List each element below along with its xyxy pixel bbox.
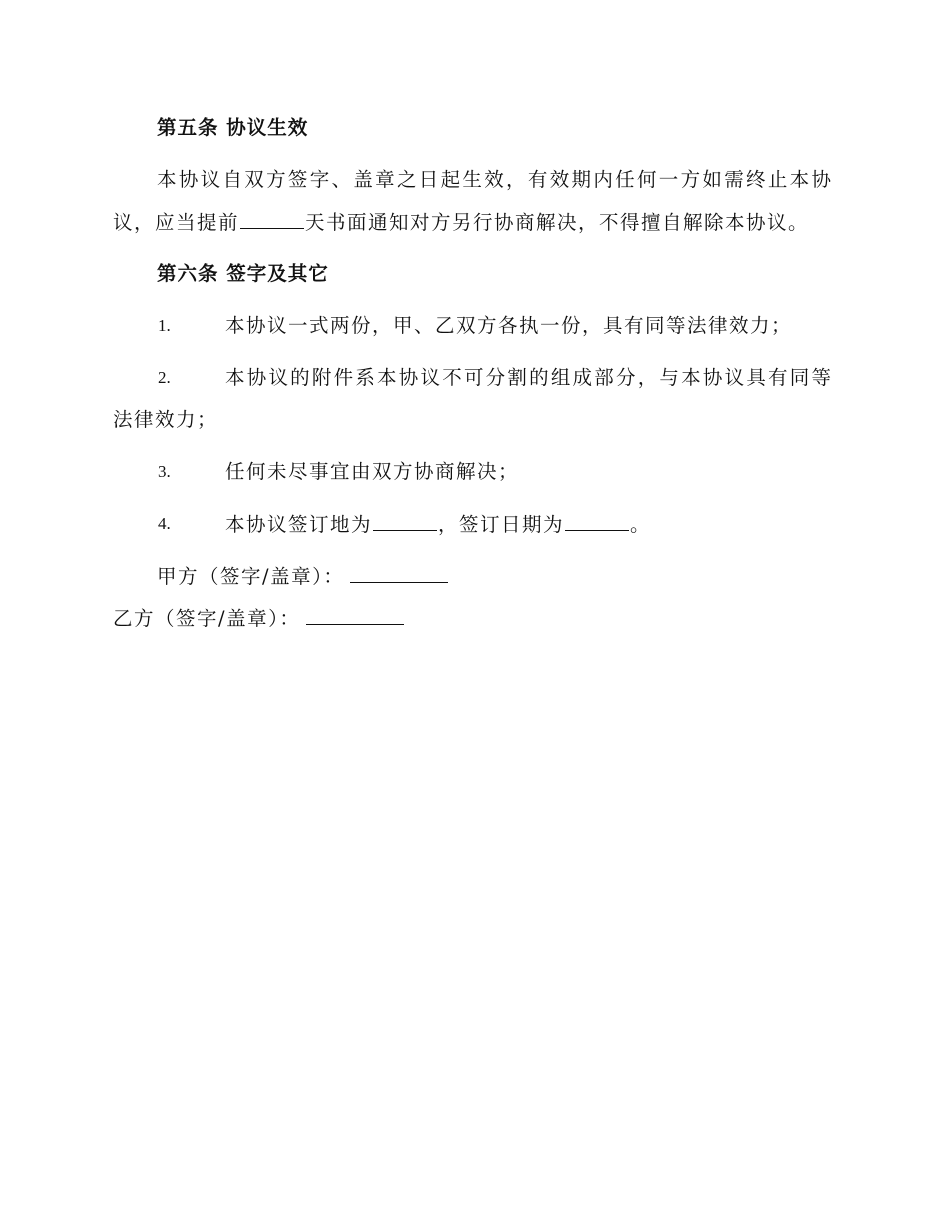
item-4-text (225, 512, 651, 537)
item-4-text-c: 。 (630, 513, 652, 536)
item-1-number: 1. (158, 316, 171, 335)
item-4-text-b: ，签订日期为 (438, 513, 565, 536)
item-1-text: 本协议一式两份，甲、乙双方各执一份，具有同等法律效力； (225, 314, 793, 337)
article-6-heading: 第六条 签字及其它 (157, 262, 329, 285)
article-5-heading: 第五条 协议生效 (157, 116, 309, 139)
notice-days-blank[interactable] (240, 210, 304, 229)
article-5-paragraph-line-2 (113, 210, 809, 235)
item-2-number: 2. (158, 368, 171, 387)
item-2-text-continued: 法律效力； (113, 408, 219, 431)
item-2-text: 本协议的附件系本协议不可分割的组成部分，与本协议具有同等 (225, 366, 831, 389)
item-4-text-a: 本协议签订地为 (225, 513, 373, 536)
party-a-label: 甲方（签字/盖章）： (157, 565, 345, 588)
item-3-text: 任何未尽事宜由双方协商解决； (225, 460, 520, 483)
party-b-signature-line (113, 606, 405, 631)
party-a-signature-blank[interactable] (350, 564, 448, 583)
party-b-label: 乙方（签字/盖章）： (113, 607, 301, 630)
party-a-signature-line (157, 564, 449, 589)
article-5-text-a: 议，应当提前 (113, 211, 240, 234)
signing-place-blank[interactable] (373, 512, 437, 531)
party-b-signature-blank[interactable] (306, 606, 404, 625)
item-3-number: 3. (158, 462, 171, 481)
signing-date-blank[interactable] (565, 512, 629, 531)
article-5-paragraph-line-1: 本协议自双方签字、盖章之日起生效，有效期内任何一方如需终止本协 (157, 168, 831, 191)
item-4-number: 4. (158, 514, 171, 533)
article-5-text-b: 天书面通知对方另行协商解决，不得擅自解除本协议。 (305, 211, 810, 234)
